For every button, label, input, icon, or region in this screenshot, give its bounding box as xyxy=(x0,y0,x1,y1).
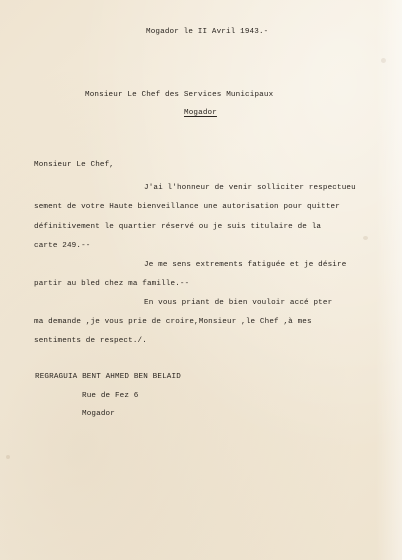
signature-name: REGRAGUIA BENT AHMED BEN BELAID xyxy=(35,373,181,381)
paragraph-1-line-2: sement de votre Haute bienveillance une autorisation pour quitter xyxy=(34,203,340,211)
address-city: Mogador xyxy=(82,410,115,418)
paragraph-3-line-3: sentiments de respect./. xyxy=(34,337,147,345)
paragraph-3-line-2: ma demande ,je vous prie de croire,Monsieur ,le Chef ,à mes xyxy=(34,318,312,326)
paragraph-1-line-1: J'ai l'honneur de venir solliciter respectueu xyxy=(144,184,356,192)
paper-stain xyxy=(363,236,368,240)
paper-stain xyxy=(6,455,10,459)
paragraph-1-line-3: définitivement le quartier réservé ou je suis titulaire de la xyxy=(34,223,322,231)
paragraph-3-line-1: En vous priant de bien vouloir accé pter xyxy=(144,299,333,307)
paper-edge-fold xyxy=(376,0,402,560)
paragraph-1-line-4: carte 249.-- xyxy=(34,242,91,250)
recipient-title: Monsieur Le Chef des Services Municipaux xyxy=(85,91,274,99)
salutation: Monsieur Le Chef, xyxy=(34,161,115,169)
place-date: Mogador le II Avril 1943.- xyxy=(146,28,269,36)
address-street: Rue de Fez 6 xyxy=(82,392,139,400)
paragraph-2-line-2: partir au bled chez ma famille.-- xyxy=(34,280,190,288)
paragraph-2-line-1: Je me sens extrements fatiguée et je désire xyxy=(144,261,347,269)
recipient-city: Mogador xyxy=(184,109,217,117)
paper-stain xyxy=(381,58,386,63)
